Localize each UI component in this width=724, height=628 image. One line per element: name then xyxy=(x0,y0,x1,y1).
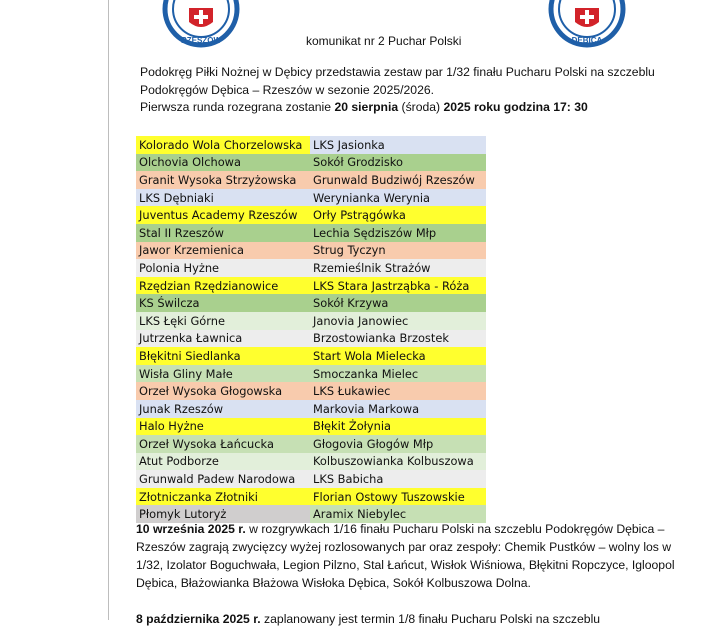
schedule-time: 2025 roku godzina 17: 30 xyxy=(443,100,588,114)
pair-row xyxy=(136,136,486,154)
home-team: KS Świlcza xyxy=(136,294,310,312)
pair-row xyxy=(136,365,486,383)
pair-row xyxy=(136,242,486,260)
home-team: Płomyk Lutoryż xyxy=(136,505,310,523)
home-team: Juventus Academy Rzeszów xyxy=(136,206,310,224)
away-team: Werynianka Werynia xyxy=(310,189,486,207)
away-team: LKS Babicha xyxy=(310,470,486,488)
pair-row xyxy=(136,488,486,506)
home-team: Junak Rzeszów xyxy=(136,400,310,418)
home-team: Atut Podborze xyxy=(136,453,310,471)
round-8-section xyxy=(136,610,696,628)
schedule-day: (środa) xyxy=(398,100,444,114)
pair-row xyxy=(136,470,486,488)
pair-row xyxy=(136,294,486,312)
pair-row xyxy=(136,224,486,242)
debica-logo xyxy=(548,0,626,48)
home-team: Błękitni Siedlanka xyxy=(136,347,310,365)
home-team: LKS Łęki Górne xyxy=(136,312,310,330)
away-team: Smoczanka Mielec xyxy=(310,365,486,383)
round-8-date: 8 października 2025 r. xyxy=(136,612,261,626)
debica-badge-icon xyxy=(548,0,626,48)
away-team: Sokół Grodzisko xyxy=(310,154,486,172)
pair-row xyxy=(136,347,486,365)
pair-row xyxy=(136,189,486,207)
intro-section xyxy=(140,64,700,117)
home-team: Jutrzenka Ławnica xyxy=(136,330,310,348)
debica-logo-text: DĘBICA xyxy=(571,36,603,45)
away-team: Markovia Markowa xyxy=(310,400,486,418)
round-8-text xyxy=(136,610,696,628)
pair-row xyxy=(136,277,486,295)
rzeszow-badge-icon xyxy=(162,0,240,48)
pairs-table xyxy=(136,136,486,523)
home-team: Orzeł Wysoka Głogowska xyxy=(136,382,310,400)
pair-row xyxy=(136,171,486,189)
away-team: Rzemieślnik Strażów xyxy=(310,259,486,277)
away-team: Strug Tyczyn xyxy=(310,242,486,260)
pair-row xyxy=(136,259,486,277)
round-8-body: zaplanowany jest termin 1/8 finału Pucharu Polski na szczeblu xyxy=(260,612,601,626)
intro-line: Podokręg Piłki Nożnej w Dębicy przedstawia zestaw par 1/32 finału Pucharu Polski na szczeblu Podokręgów Dębica – Rzeszów w sezonie 2025/2026. xyxy=(140,65,655,97)
round-16-section xyxy=(136,520,696,592)
away-team: Florian Ostowy Tuszowskie xyxy=(310,488,486,506)
home-team: Orzeł Wysoka Łańcucka xyxy=(136,435,310,453)
away-team: Głogovia Głogów Młp xyxy=(310,435,486,453)
away-team: LKS Łukawiec xyxy=(310,382,486,400)
document-title: komunikat nr 2 Puchar Polski xyxy=(306,34,462,48)
away-team: Brzostowianka Brzostek xyxy=(310,330,486,348)
pair-row xyxy=(136,453,486,471)
home-team: Kolorado Wola Chorzelowska xyxy=(136,136,310,154)
home-team: Grunwald Padew Narodowa xyxy=(136,470,310,488)
away-team: Błękit Żołynia xyxy=(310,418,486,436)
schedule-prefix: Pierwsza runda rozegrana zostanie xyxy=(140,100,335,114)
home-team: Stal II Rzeszów xyxy=(136,224,310,242)
home-team: LKS Dębniaki xyxy=(136,189,310,207)
home-team: Granit Wysoka Strzyżowska xyxy=(136,171,310,189)
home-team: Złotniczanka Złotniki xyxy=(136,488,310,506)
page-margin-line xyxy=(108,0,109,620)
home-team: Polonia Hyżne xyxy=(136,259,310,277)
pairs-table-body xyxy=(136,136,486,523)
pair-row xyxy=(136,400,486,418)
schedule-line xyxy=(140,99,700,117)
away-team: Sokół Krzywa xyxy=(310,294,486,312)
away-team: Janovia Janowiec xyxy=(310,312,486,330)
away-team: Lechia Sędziszów Młp xyxy=(310,224,486,242)
away-team: Start Wola Mielecka xyxy=(310,347,486,365)
away-team: LKS Stara Jastrząbka - Róża xyxy=(310,277,486,295)
pair-row xyxy=(136,418,486,436)
away-team: Grunwald Budziwój Rzeszów xyxy=(310,171,486,189)
round-16-body: w rozgrywkach 1/16 finału Pucharu Polski na szczeblu Podokręgów Dębica – Rzeszów zagrają zwycięzcy wyżej rozlosowanych par oraz zespoły: Chemik Pustków – wolny los w 1/32, Izolator Boguchwała, Legion Pilzno, Stal Łańcut, Wisłok Wiśniowa, Błękitni Ropczyce, Igloopol Dębica, Błażowianka Błażowa Wisłoka Dębica, Sokół Kolbuszowa Dolna. xyxy=(136,522,675,590)
away-team: LKS Jasionka xyxy=(310,136,486,154)
home-team: Rzędzian Rzędzianowice xyxy=(136,277,310,295)
pair-row xyxy=(136,206,486,224)
home-team: Halo Hyżne xyxy=(136,418,310,436)
round-16-text xyxy=(136,520,696,592)
pair-row xyxy=(136,312,486,330)
home-team: Olchovia Olchowa xyxy=(136,154,310,172)
round-16-date: 10 września 2025 r. xyxy=(136,522,246,536)
away-team: Aramix Niebylec xyxy=(310,505,486,523)
home-team: Wisła Gliny Małe xyxy=(136,365,310,383)
home-team: Jawor Krzemienica xyxy=(136,242,310,260)
pair-row xyxy=(136,435,486,453)
pair-row xyxy=(136,154,486,172)
away-team: Kolbuszowianka Kolbuszowa xyxy=(310,453,486,471)
schedule-date: 20 sierpnia xyxy=(334,100,399,114)
away-team: Orły Pstrągówka xyxy=(310,206,486,224)
rzeszow-logo xyxy=(162,0,240,48)
rzeszow-logo-text: RZESZÓW xyxy=(181,36,221,45)
pair-row xyxy=(136,330,486,348)
pair-row xyxy=(136,382,486,400)
